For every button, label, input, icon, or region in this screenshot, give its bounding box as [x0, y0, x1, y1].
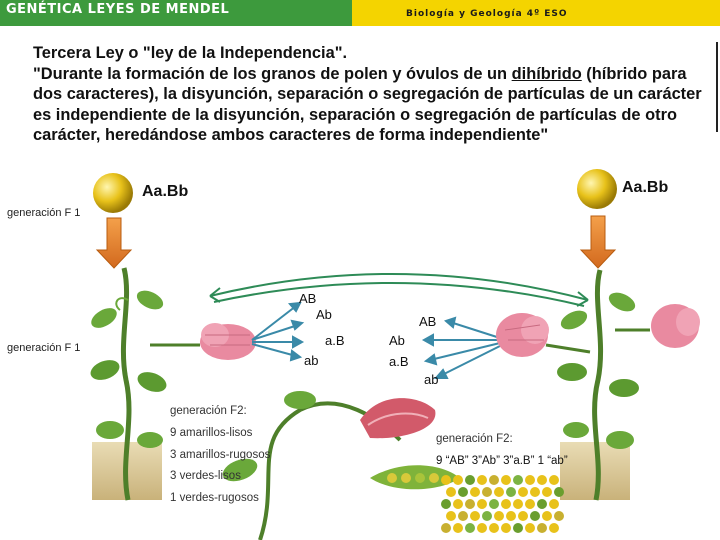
- f2-left-title: generación F2:: [170, 405, 247, 417]
- f2-seed-icon: [525, 475, 535, 485]
- right-parent-genotype: Aa.Bb: [622, 179, 669, 196]
- f2-seed-icon: [530, 487, 540, 497]
- right-gamete-2: Ab: [389, 333, 405, 348]
- f2-seed-icon: [482, 511, 492, 521]
- f2-seed-icon: [441, 523, 451, 533]
- f2-seed-icon: [489, 499, 499, 509]
- f2-seed-icon: [489, 523, 499, 533]
- f2-seed-icon: [537, 475, 547, 485]
- f2-seed-icon: [525, 499, 535, 509]
- left-gamete-arrows: [252, 303, 302, 360]
- f2-seed-icon: [446, 487, 456, 497]
- generation-label-mid: generación F 1: [7, 342, 81, 354]
- f2-right-title: generación F2:: [436, 433, 513, 445]
- f2-seed-icon: [501, 523, 511, 533]
- f2-seed-icon: [501, 475, 511, 485]
- f2-seed-icon: [470, 511, 480, 521]
- left-gamete-2: Ab: [316, 307, 332, 322]
- f2-left-line-2: 3 amarillos-rugosos: [170, 449, 271, 461]
- f2-left-line-1: 9 amarillos-lisos: [170, 427, 253, 439]
- right-down-arrow-icon: [581, 216, 615, 268]
- f2-left-line-4: 1 verdes-rugosos: [170, 492, 259, 504]
- f2-seed-grid-icon: [441, 475, 564, 533]
- slide-title: GENÉTICA LEYES DE MENDEL: [6, 2, 230, 17]
- f2-seed-icon: [477, 499, 487, 509]
- law-heading: Tercera Ley o "ley de la Independencia".: [33, 44, 348, 62]
- generation-label-top: generación F 1: [7, 207, 81, 219]
- f2-seed-icon: [518, 487, 528, 497]
- f2-seed-icon: [470, 487, 480, 497]
- course-subtitle: Biología y Geología 4º ESO: [406, 9, 568, 19]
- f2-seed-icon: [441, 475, 451, 485]
- left-pea-plant-icon: [88, 268, 169, 500]
- f2-seed-icon: [513, 499, 523, 509]
- f2-seed-icon: [513, 475, 523, 485]
- f2-seed-icon: [482, 487, 492, 497]
- f2-seed-icon: [542, 511, 552, 521]
- f2-seed-icon: [465, 475, 475, 485]
- f2-seed-icon: [458, 511, 468, 521]
- f2-seed-icon: [537, 499, 547, 509]
- f2-seed-icon: [506, 511, 516, 521]
- f2-seed-icon: [494, 487, 504, 497]
- f2-seed-icon: [458, 487, 468, 497]
- f2-seed-icon: [554, 511, 564, 521]
- right-gamete-4: ab: [424, 372, 439, 387]
- f2-seed-icon: [477, 475, 487, 485]
- left-down-arrow-icon: [97, 218, 131, 268]
- right-yellow-seed-icon: [577, 169, 617, 209]
- f2-seed-icon: [554, 487, 564, 497]
- f2-seed-icon: [501, 499, 511, 509]
- f2-seed-icon: [446, 511, 456, 521]
- f2-seed-icon: [513, 523, 523, 533]
- f2-seed-icon: [549, 523, 559, 533]
- f2-seed-icon: [441, 499, 451, 509]
- f2-seed-icon: [477, 523, 487, 533]
- f2-seed-icon: [453, 499, 463, 509]
- f2-seed-icon: [506, 487, 516, 497]
- f2-seed-icon: [489, 475, 499, 485]
- left-yellow-seed-icon: [93, 173, 133, 213]
- right-pea-plant-icon: [557, 270, 639, 500]
- f2-seed-icon: [549, 475, 559, 485]
- f2-seed-icon: [530, 511, 540, 521]
- left-gamete-3: a.B: [325, 333, 345, 348]
- f2-seed-icon: [494, 511, 504, 521]
- f2-right-ratio: 9 “AB” 3”Ab” 3”a.B” 1 “ab”: [436, 455, 568, 467]
- f2-seed-icon: [537, 523, 547, 533]
- pea-pod-vine-icon: [220, 391, 460, 540]
- left-gamete-4: ab: [304, 353, 319, 368]
- f2-seed-icon: [453, 523, 463, 533]
- left-parent-genotype: Aa.Bb: [142, 183, 189, 200]
- underlined-term: dihíbrido: [511, 64, 582, 83]
- f2-seed-icon: [542, 487, 552, 497]
- left-pink-flower-icon: [150, 323, 256, 360]
- right-gamete-3: a.B: [389, 354, 409, 369]
- f2-seed-icon: [549, 499, 559, 509]
- f2-left-line-3: 3 verdes-lisos: [170, 470, 241, 482]
- quote-part-1: "Durante la formación de los granos de polen y óvulos de un: [33, 64, 512, 83]
- f2-seed-icon: [465, 523, 475, 533]
- left-gamete-1: AB: [299, 291, 317, 306]
- right-gamete-1: AB: [419, 314, 437, 329]
- f2-seed-icon: [518, 511, 528, 521]
- f2-seed-icon: [453, 475, 463, 485]
- f2-seed-icon: [525, 523, 535, 533]
- quote-part-2: (híbrido para dos caracteres), la disyunción, separación o segregación de partículas de un carácter es independiente de la disyunción, separación o segregación de partículas de otro carácter, heredándose ambos caracteres de forma independiente": [33, 64, 702, 145]
- f2-seed-icon: [465, 499, 475, 509]
